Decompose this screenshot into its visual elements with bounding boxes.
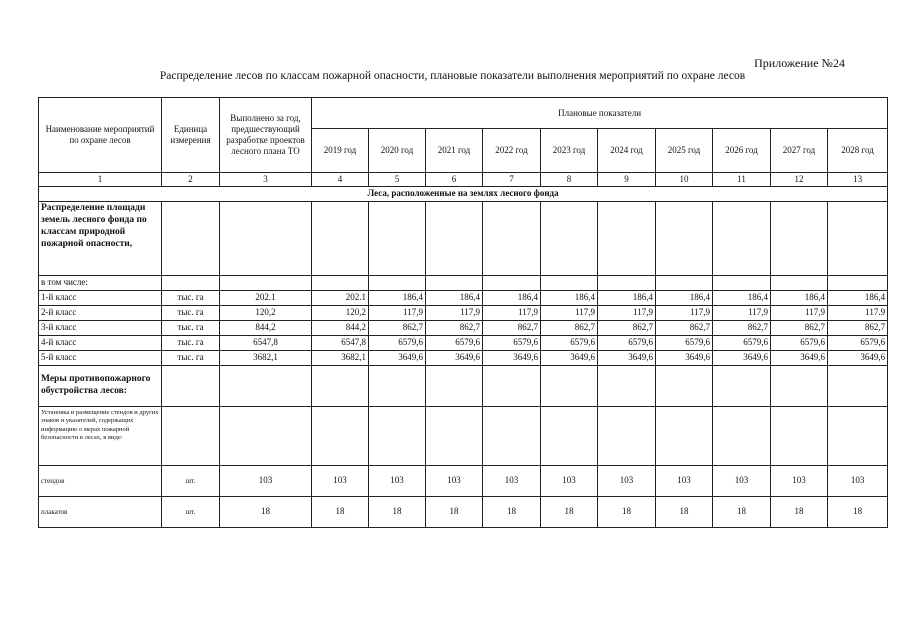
empty-cell (656, 366, 713, 407)
group1-title: Распределение площади земель лесного фонда по классам природной пожарной опасности, (39, 202, 162, 276)
column-number: 2 (162, 173, 220, 187)
column-number: 10 (656, 173, 713, 187)
row-plan-value: 103 (426, 466, 483, 497)
row-plan-value: 6579,6 (598, 336, 656, 351)
table-row (39, 291, 888, 306)
group2-subtitle: Установка и размещение стендов и других знаков и указателей, содержащих информацию о мерах пожарной безопасности в лесах, в виде: (39, 407, 162, 466)
row-plan-value: 6579,6 (483, 336, 541, 351)
row-done-value: 18 (220, 497, 312, 528)
row-plan-value: 117,9 (426, 306, 483, 321)
row-plan-value: 3649,6 (828, 351, 888, 366)
column-number: 6 (426, 173, 483, 187)
row-plan-value: 117,9 (771, 306, 828, 321)
row-plan-value: 18 (828, 497, 888, 528)
row-unit: тыс. га (162, 321, 220, 336)
header-year: 2019 год (312, 129, 369, 173)
row-unit: тыс. га (162, 306, 220, 321)
empty-cell (162, 276, 220, 291)
row-done-value: 103 (220, 466, 312, 497)
document-title: Распределение лесов по классам пожарной опасности, плановые показатели выполнения мероприятий по охране лесов (159, 70, 746, 82)
header-name: Наименование мероприятий по охране лесов (39, 98, 162, 173)
row-plan-value: 103 (598, 466, 656, 497)
empty-cell (483, 202, 541, 276)
row-done-value: 6547,8 (220, 336, 312, 351)
table-row (39, 306, 888, 321)
row-plan-value: 6579,6 (828, 336, 888, 351)
row-plan-value: 18 (656, 497, 713, 528)
header-done: Выполнено за год, предшествующий разработке проектов лесного плана ТО (220, 98, 312, 173)
empty-cell (162, 202, 220, 276)
row-plan-value: 3649,6 (656, 351, 713, 366)
row-plan-value: 844,2 (312, 321, 369, 336)
row-plan-value: 117.9 (828, 306, 888, 321)
row-plan-value: 18 (312, 497, 369, 528)
empty-cell (483, 276, 541, 291)
row-plan-value: 6579,6 (426, 336, 483, 351)
empty-cell (541, 202, 598, 276)
row-plan-value: 3649,6 (483, 351, 541, 366)
row-plan-value: 117,9 (369, 306, 426, 321)
row-plan-value: 3649,6 (713, 351, 771, 366)
row-plan-value: 186,4 (656, 291, 713, 306)
row-plan-value: 862,7 (369, 321, 426, 336)
empty-cell (828, 276, 888, 291)
empty-cell (656, 276, 713, 291)
empty-cell (828, 407, 888, 466)
appendix-label: Приложение №24 (754, 56, 845, 70)
table-row (39, 497, 888, 528)
header-unit: Единица измерения (162, 98, 220, 173)
empty-cell (713, 202, 771, 276)
column-number: 5 (369, 173, 426, 187)
row-name: 2-й класс (39, 306, 162, 321)
row-plan-value: 103 (771, 466, 828, 497)
empty-cell (312, 407, 369, 466)
row-done-value: 844,2 (220, 321, 312, 336)
empty-cell (369, 276, 426, 291)
row-plan-value: 103 (713, 466, 771, 497)
row-plan-value: 202.1 (312, 291, 369, 306)
column-number: 11 (713, 173, 771, 187)
row-done-value: 3682,1 (220, 351, 312, 366)
table-row (39, 336, 888, 351)
row-plan-value: 103 (483, 466, 541, 497)
empty-cell (426, 366, 483, 407)
row-plan-value: 103 (541, 466, 598, 497)
row-name: стендов (39, 466, 162, 497)
row-plan-value: 862,7 (598, 321, 656, 336)
row-done-value: 202.1 (220, 291, 312, 306)
column-number: 1 (39, 173, 162, 187)
column-number: 8 (541, 173, 598, 187)
empty-cell (541, 407, 598, 466)
empty-cell (426, 276, 483, 291)
row-plan-value: 18 (541, 497, 598, 528)
column-number: 7 (483, 173, 541, 187)
empty-cell (369, 202, 426, 276)
header-year: 2025 год (656, 129, 713, 173)
row-plan-value: 18 (771, 497, 828, 528)
row-plan-value: 103 (828, 466, 888, 497)
empty-cell (220, 276, 312, 291)
row-done-value: 120,2 (220, 306, 312, 321)
row-plan-value: 117,9 (598, 306, 656, 321)
row-plan-value: 3649,6 (369, 351, 426, 366)
row-plan-value: 862,7 (713, 321, 771, 336)
empty-cell (426, 202, 483, 276)
header-year: 2021 год (426, 129, 483, 173)
empty-cell (828, 202, 888, 276)
empty-cell (598, 366, 656, 407)
empty-cell (541, 366, 598, 407)
row-name: 5-й класс (39, 351, 162, 366)
header-year: 2023 год (541, 129, 598, 173)
row-plan-value: 186,4 (426, 291, 483, 306)
column-number: 3 (220, 173, 312, 187)
row-unit: тыс. га (162, 351, 220, 366)
empty-cell (771, 407, 828, 466)
row-plan-value: 3649,6 (541, 351, 598, 366)
column-number: 13 (828, 173, 888, 187)
row-plan-value: 120,2 (312, 306, 369, 321)
group2-title: Меры противопожарного обустройства лесов: (39, 366, 162, 407)
row-plan-value: 862,7 (541, 321, 598, 336)
empty-cell (541, 276, 598, 291)
header-plan: Плановые показатели (312, 98, 888, 129)
row-plan-value: 6579,6 (541, 336, 598, 351)
empty-cell (312, 366, 369, 407)
row-plan-value: 862,7 (483, 321, 541, 336)
row-plan-value: 6579,6 (656, 336, 713, 351)
row-plan-value: 6547,8 (312, 336, 369, 351)
row-plan-value: 103 (312, 466, 369, 497)
row-name: 3-й класс (39, 321, 162, 336)
row-plan-value: 117,9 (483, 306, 541, 321)
row-plan-value: 3649,6 (771, 351, 828, 366)
header-year: 2027 год (771, 129, 828, 173)
column-number: 4 (312, 173, 369, 187)
row-plan-value: 18 (426, 497, 483, 528)
row-unit: шт. (162, 497, 220, 528)
row-plan-value: 3682,1 (312, 351, 369, 366)
empty-cell (598, 276, 656, 291)
group1-subtitle: в том числе: (39, 276, 162, 291)
empty-cell (369, 366, 426, 407)
row-plan-value: 186,4 (541, 291, 598, 306)
empty-cell (598, 202, 656, 276)
row-plan-value: 103 (369, 466, 426, 497)
row-plan-value: 862,7 (771, 321, 828, 336)
row-plan-value: 117,9 (656, 306, 713, 321)
empty-cell (713, 407, 771, 466)
row-plan-value: 6579,6 (713, 336, 771, 351)
row-plan-value: 117,9 (713, 306, 771, 321)
row-plan-value: 186,4 (771, 291, 828, 306)
row-name: 1-й класс (39, 291, 162, 306)
header-year: 2020 год (369, 129, 426, 173)
row-unit: тыс. га (162, 291, 220, 306)
section-title: Леса, расположенные на землях лесного фонда (39, 187, 888, 202)
empty-cell (220, 366, 312, 407)
row-name: 4-й класс (39, 336, 162, 351)
empty-cell (656, 407, 713, 466)
row-plan-value: 6579,6 (771, 336, 828, 351)
empty-cell (656, 202, 713, 276)
row-plan-value: 117,9 (541, 306, 598, 321)
row-plan-value: 862,7 (656, 321, 713, 336)
empty-cell (771, 276, 828, 291)
empty-cell (771, 202, 828, 276)
column-number: 9 (598, 173, 656, 187)
empty-cell (598, 407, 656, 466)
table-row (39, 351, 888, 366)
row-plan-value: 862,7 (426, 321, 483, 336)
empty-cell (483, 407, 541, 466)
fire-danger-table (38, 97, 888, 528)
header-year: 2024 год (598, 129, 656, 173)
empty-cell (312, 202, 369, 276)
row-plan-value: 103 (656, 466, 713, 497)
row-plan-value: 18 (598, 497, 656, 528)
row-plan-value: 186,4 (598, 291, 656, 306)
row-plan-value: 18 (713, 497, 771, 528)
header-year: 2026 год (713, 129, 771, 173)
column-number: 12 (771, 173, 828, 187)
row-plan-value: 6579,6 (369, 336, 426, 351)
empty-cell (771, 366, 828, 407)
empty-cell (369, 407, 426, 466)
row-plan-value: 18 (369, 497, 426, 528)
header-year: 2022 год (483, 129, 541, 173)
empty-cell (483, 366, 541, 407)
row-unit: шт. (162, 466, 220, 497)
row-unit: тыс. га (162, 336, 220, 351)
row-plan-value: 186,4 (713, 291, 771, 306)
header-year: 2028 год (828, 129, 888, 173)
row-name: плакатов (39, 497, 162, 528)
row-plan-value: 186,4 (483, 291, 541, 306)
empty-cell (162, 407, 220, 466)
table-row (39, 466, 888, 497)
row-plan-value: 3649,6 (426, 351, 483, 366)
table-row (39, 321, 888, 336)
row-plan-value: 186,4 (828, 291, 888, 306)
row-plan-value: 18 (483, 497, 541, 528)
row-plan-value: 186,4 (369, 291, 426, 306)
empty-cell (828, 366, 888, 407)
empty-cell (220, 202, 312, 276)
empty-cell (426, 407, 483, 466)
row-plan-value: 862,7 (828, 321, 888, 336)
empty-cell (713, 276, 771, 291)
empty-cell (162, 366, 220, 407)
row-plan-value: 3649,6 (598, 351, 656, 366)
empty-cell (220, 407, 312, 466)
empty-cell (312, 276, 369, 291)
empty-cell (713, 366, 771, 407)
